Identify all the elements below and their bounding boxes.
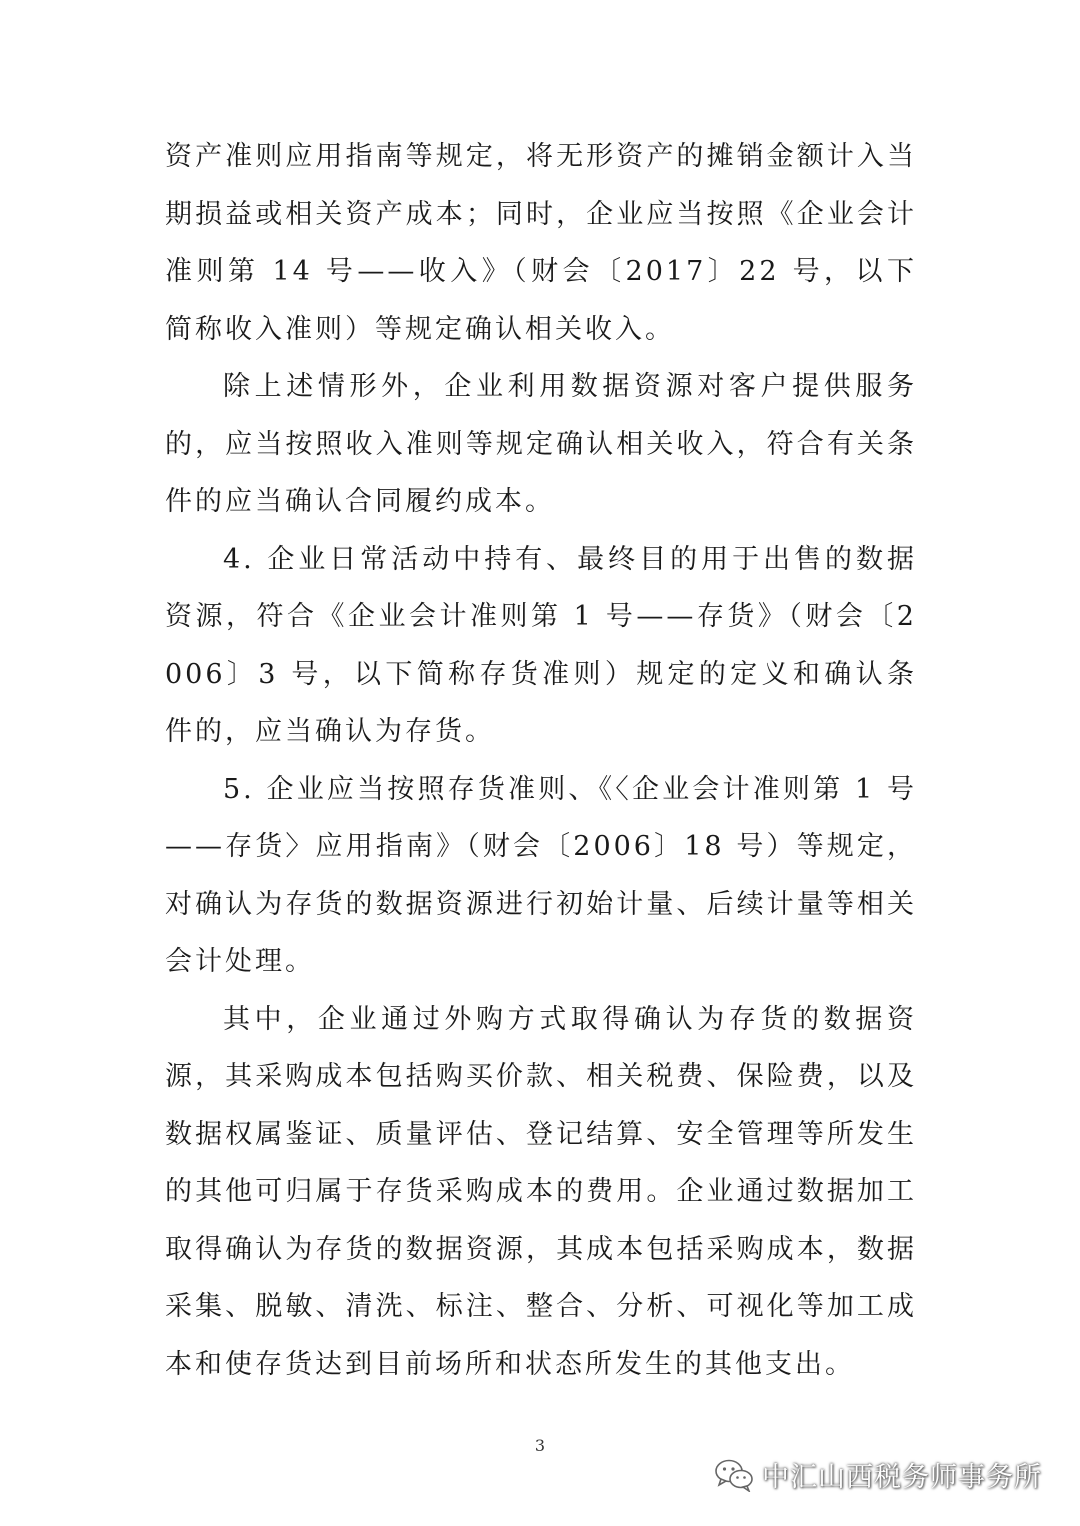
body-text: [165, 128, 917, 1393]
paragraph-item-5: 5. 企业应当按照存货准则、《〈企业会计准则第 1 号——存货〉应用指南》（财会〔2006〕18 号）等规定，对确认为存货的数据资源进行初始计量、后续计量等相关会计处理。: [165, 773, 917, 977]
wechat-icon: [714, 1458, 754, 1492]
watermark-text: 中汇山西税务师事务所: [762, 1462, 1042, 1493]
paragraph-cost-details: 其中，企业通过外购方式取得确认为存货的数据资源，其采购成本包括购买价款、相关税费、保险费，以及数据权属鉴证、质量评估、登记结算、安全管理等所发生的其他可归属于存货采购成本的费用。企业通过数据加工取得确认为存货的数据资源，其成本包括采购成本，数据采集、脱敏、清洗、标注、整合、分析、可视化等加工成本和使存货达到目前场所和状态所发生的其他支出。: [165, 1003, 917, 1380]
paragraph-item-4: 4. 企业日常活动中持有、最终目的用于出售的数据资源，符合《企业会计准则第 1 号——存货》（财会〔2006〕3 号，以下简称存货准则）规定的定义和确认条件的，应当确认为存货。: [165, 543, 917, 747]
paragraph-continuation: 资产准则应用指南等规定，将无形资产的摊销金额计入当期损益或相关资产成本；同时，企业应当按照《企业会计准则第 14 号——收入》（财会〔2017〕22 号，以下简称收入准则）等规定确认相关收入。: [165, 141, 917, 345]
watermark: [714, 1455, 1042, 1494]
page-number: 3: [534, 1436, 546, 1455]
paragraph-service-revenue: 除上述情形外，企业利用数据资源对客户提供服务的，应当按照收入准则等规定确认相关收入，符合有关条件的应当确认合同履约成本。: [165, 371, 917, 517]
